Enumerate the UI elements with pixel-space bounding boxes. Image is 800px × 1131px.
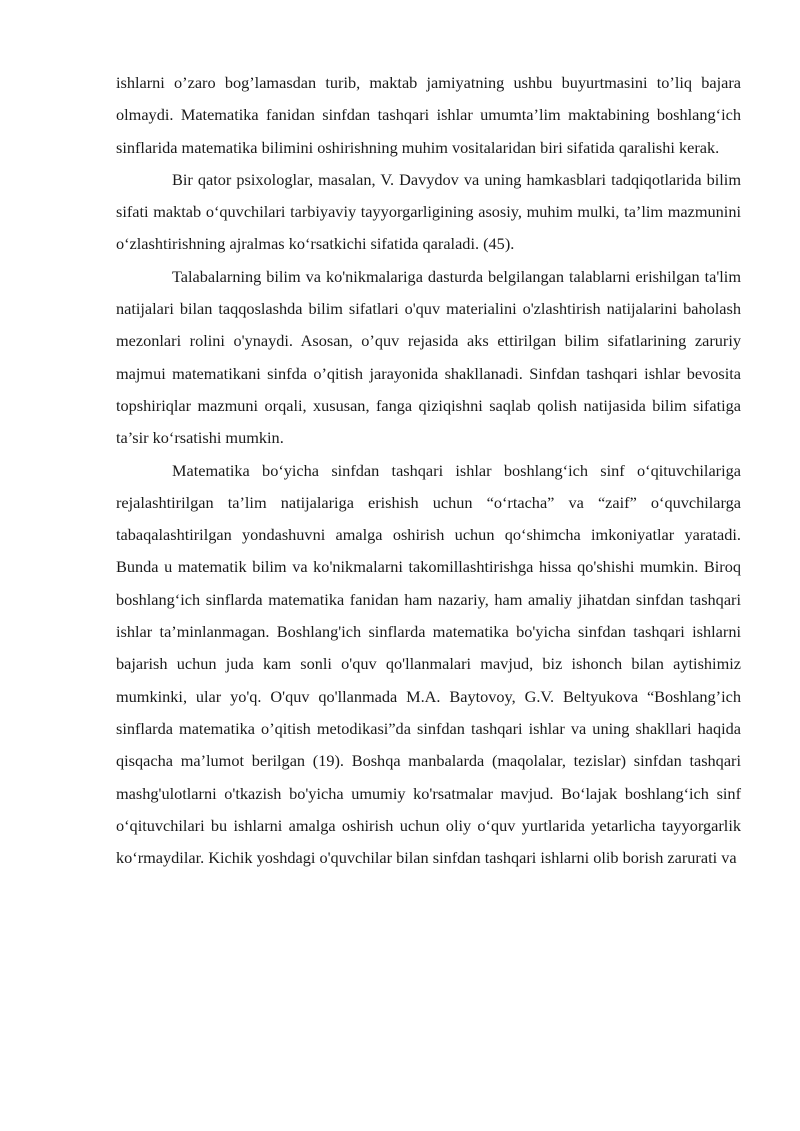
paragraph-2: Bir qator psixologlar, masalan, V. Davydov va uning hamkasblari tadqiqotlarida bilim sifati maktab o‘quvchilari tarbiyaviy tayyorgarligining asosiy, muhim mulki, ta’lim mazmunini o‘zlashtirishning ajralmas ko‘rsatkichi sifatida qaraladi. (45). — [116, 169, 741, 254]
paragraph-3: Talabalarning bilim va ko'nikmalariga dasturda belgilangan talablarni erishilgan ta'lim natijalari bilan taqqoslashda bilim sifatlari o'quv materialini o'zlashtirish natijalarini baholash mezonlari rolini o'ynaydi. Asosan, o’quv rejasida aks ettirilgan bilim sifatlarining zaruriy majmui matematikani sinfda o’qitish jarayonida shakllanadi. Sinfdan tashqari ishlar bevosita topshiriqlar mazmuni orqali, xususan, fanga qiziqishni saqlab qolish natijasida bilim sifatiga ta’sir ko‘rsatishi mumkin. — [116, 266, 741, 448]
document-page — [116, 67, 741, 874]
paragraph-1: ishlarni o’zaro bog’lamasdan turib, maktab jamiyatning ushbu buyurtmasini to’liq bajara olmaydi. Matematika fanidan sinfdan tashqari ishlar umumta’lim maktabining boshlang‘ich sinflarida matematika bilimini oshirishning muhim vositalaridan biri sifatida qaralishi kerak. — [116, 73, 741, 157]
paragraph-4: Matematika bo‘yicha sinfdan tashqari ishlar boshlang‘ich sinf o‘qituvchilariga rejalashtirilgan ta’lim natijalariga erishish uchun “o‘rtacha” va “zaif” o‘quvchilarga tabaqalashtirilgan yondashuvni amalga oshirish uchun qo‘shimcha imkoniyatlar yaratadi. Bunda u matematik bilim va ko'nikmalarni takomillashtirishga hissa qo'shishi mumkin. Biroq boshlang‘ich sinflarda matematika fanidan ham nazariy, ham amaliy jihatdan sinfdan tashqari ishlar ta’minlanmagan. Boshlang'ich sinflarda matematika bo'yicha sinfdan tashqari ishlarni bajarish uchun juda kam sonli o'quv qo'llanmalari mavjud, biz ishonch bilan aytishimiz mumkinki, ular yo'q. O'quv qo'llanmada M.A. Baytovoy, G.V. Beltyukova “Boshlang’ich sinflarda matematika o’qitish metodikasi”da sinfdan tashqari ishlar va uning shakllari haqida qisqacha ma’lumot berilgan (19). Boshqa manbalarda (maqolalar, tezislar) sinfdan tashqari mashg'ulotlarni o'tkazish bo'yicha umumiy ko'rsatmalar mavjud. Bo‘lajak boshlang‘ich sinf o‘qituvchilari bu ishlarni amalga oshirish uchun oliy o‘quv yurtlarida yetarlicha tayyorgarlik ko‘rmaydilar. Kichik yoshdagi o'quvchilar bilan sinfdan tashqari ishlarni olib borish zarurati va — [116, 460, 741, 868]
